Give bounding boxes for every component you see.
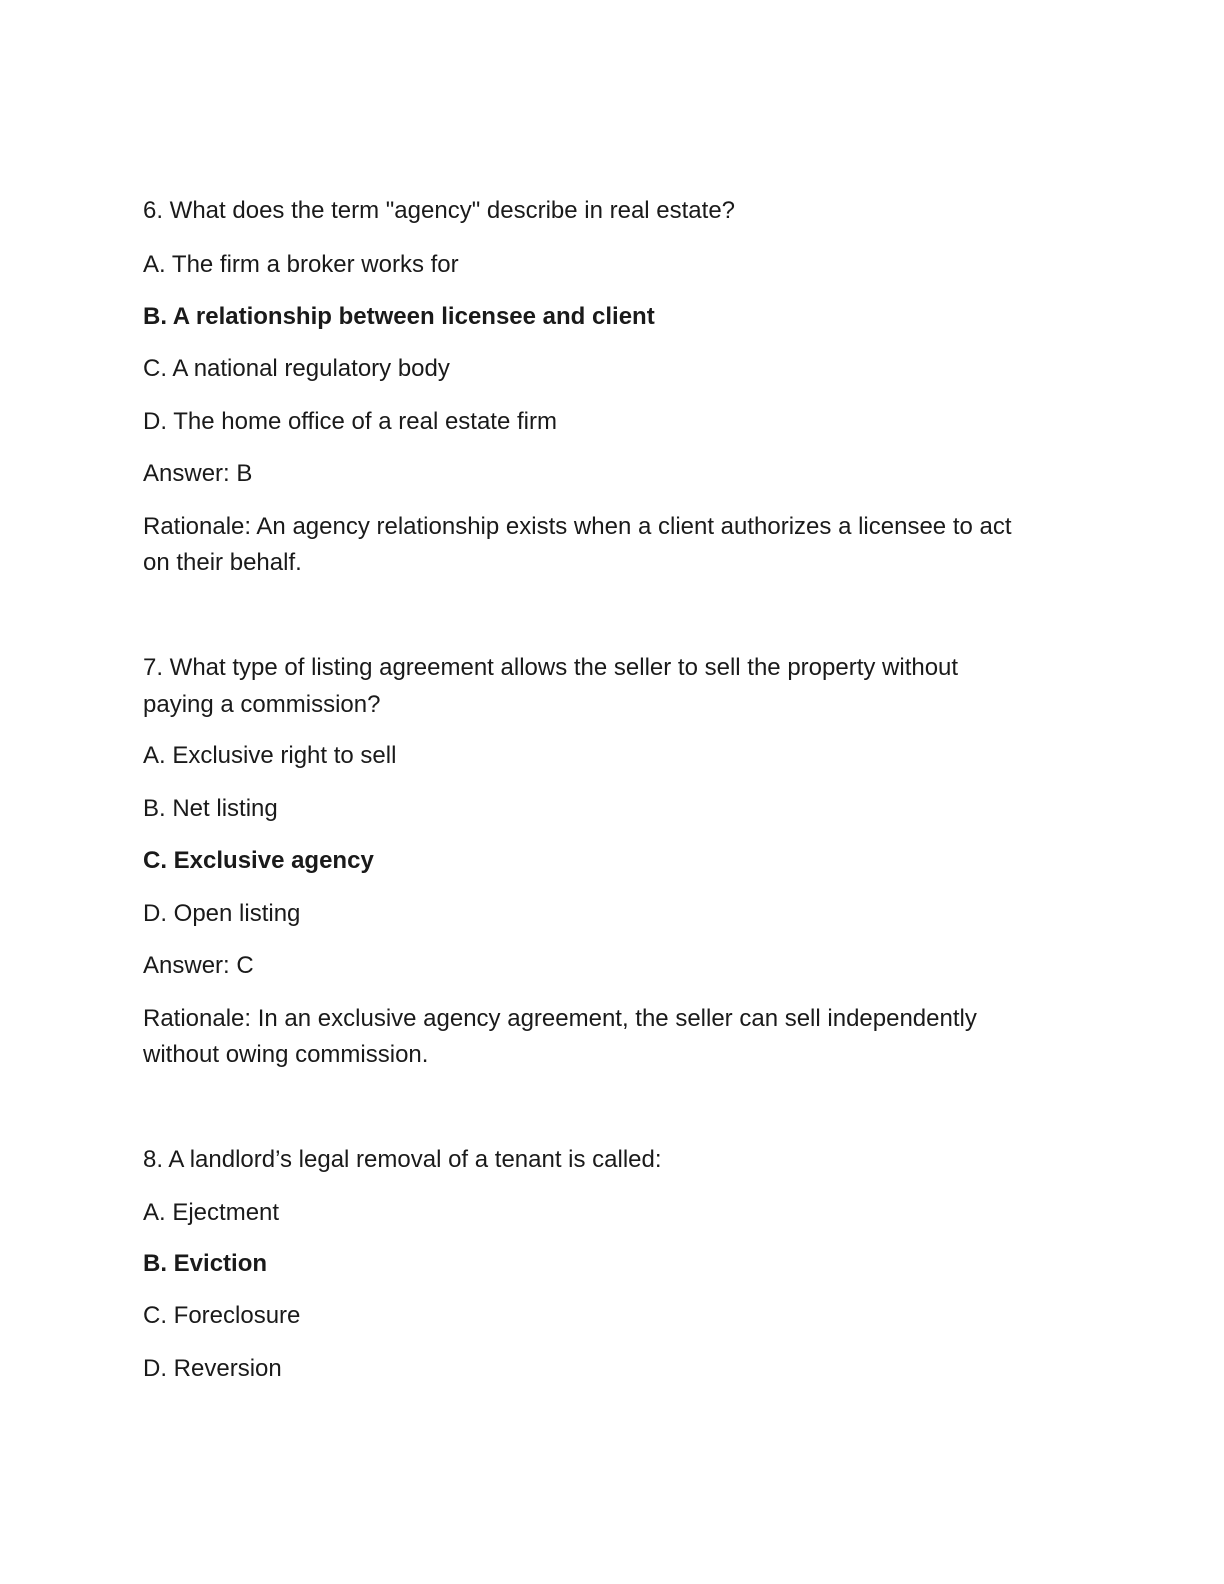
question-7-rationale-line-1: Rationale: In an exclusive agency agreement, the seller can sell independently [143, 1005, 977, 1032]
question-7-option-a: A. Exclusive right to sell [143, 742, 397, 769]
question-6-option-b-correct: B. A relationship between licensee and client [143, 303, 655, 330]
question-8-option-d: D. Reversion [143, 1355, 282, 1382]
question-6-option-a: A. The firm a broker works for [143, 251, 459, 278]
question-7-prompt-line-1: 7. What type of listing agreement allows the seller to sell the property without [143, 654, 959, 681]
question-8-option-a: A. Ejectment [143, 1199, 280, 1226]
question-7-option-b: B. Net listing [143, 795, 278, 822]
question-7-prompt-line-2: paying a commission? [143, 691, 381, 718]
question-6-option-d: D. The home office of a real estate firm [143, 408, 557, 435]
question-8-option-b-correct: B. Eviction [143, 1250, 268, 1277]
question-6-option-c: C. A national regulatory body [143, 355, 450, 382]
question-6-rationale-line-2: on their behalf. [143, 549, 302, 576]
question-6-answer: Answer: B [143, 460, 253, 487]
question-8-option-c: C. Foreclosure [143, 1302, 301, 1329]
question-6-prompt: 6. What does the term "agency" describe in real estate? [143, 197, 736, 224]
question-7-answer: Answer: C [143, 952, 254, 979]
question-7-option-c-correct: C. Exclusive agency [143, 847, 374, 874]
question-7-option-d: D. Open listing [143, 900, 301, 927]
question-7-rationale-line-2: without owing commission. [143, 1041, 429, 1068]
question-8-prompt: 8. A landlord’s legal removal of a tenant is called: [143, 1146, 662, 1173]
question-6-rationale-line-1: Rationale: An agency relationship exists when a client authorizes a licensee to act [143, 513, 1012, 540]
